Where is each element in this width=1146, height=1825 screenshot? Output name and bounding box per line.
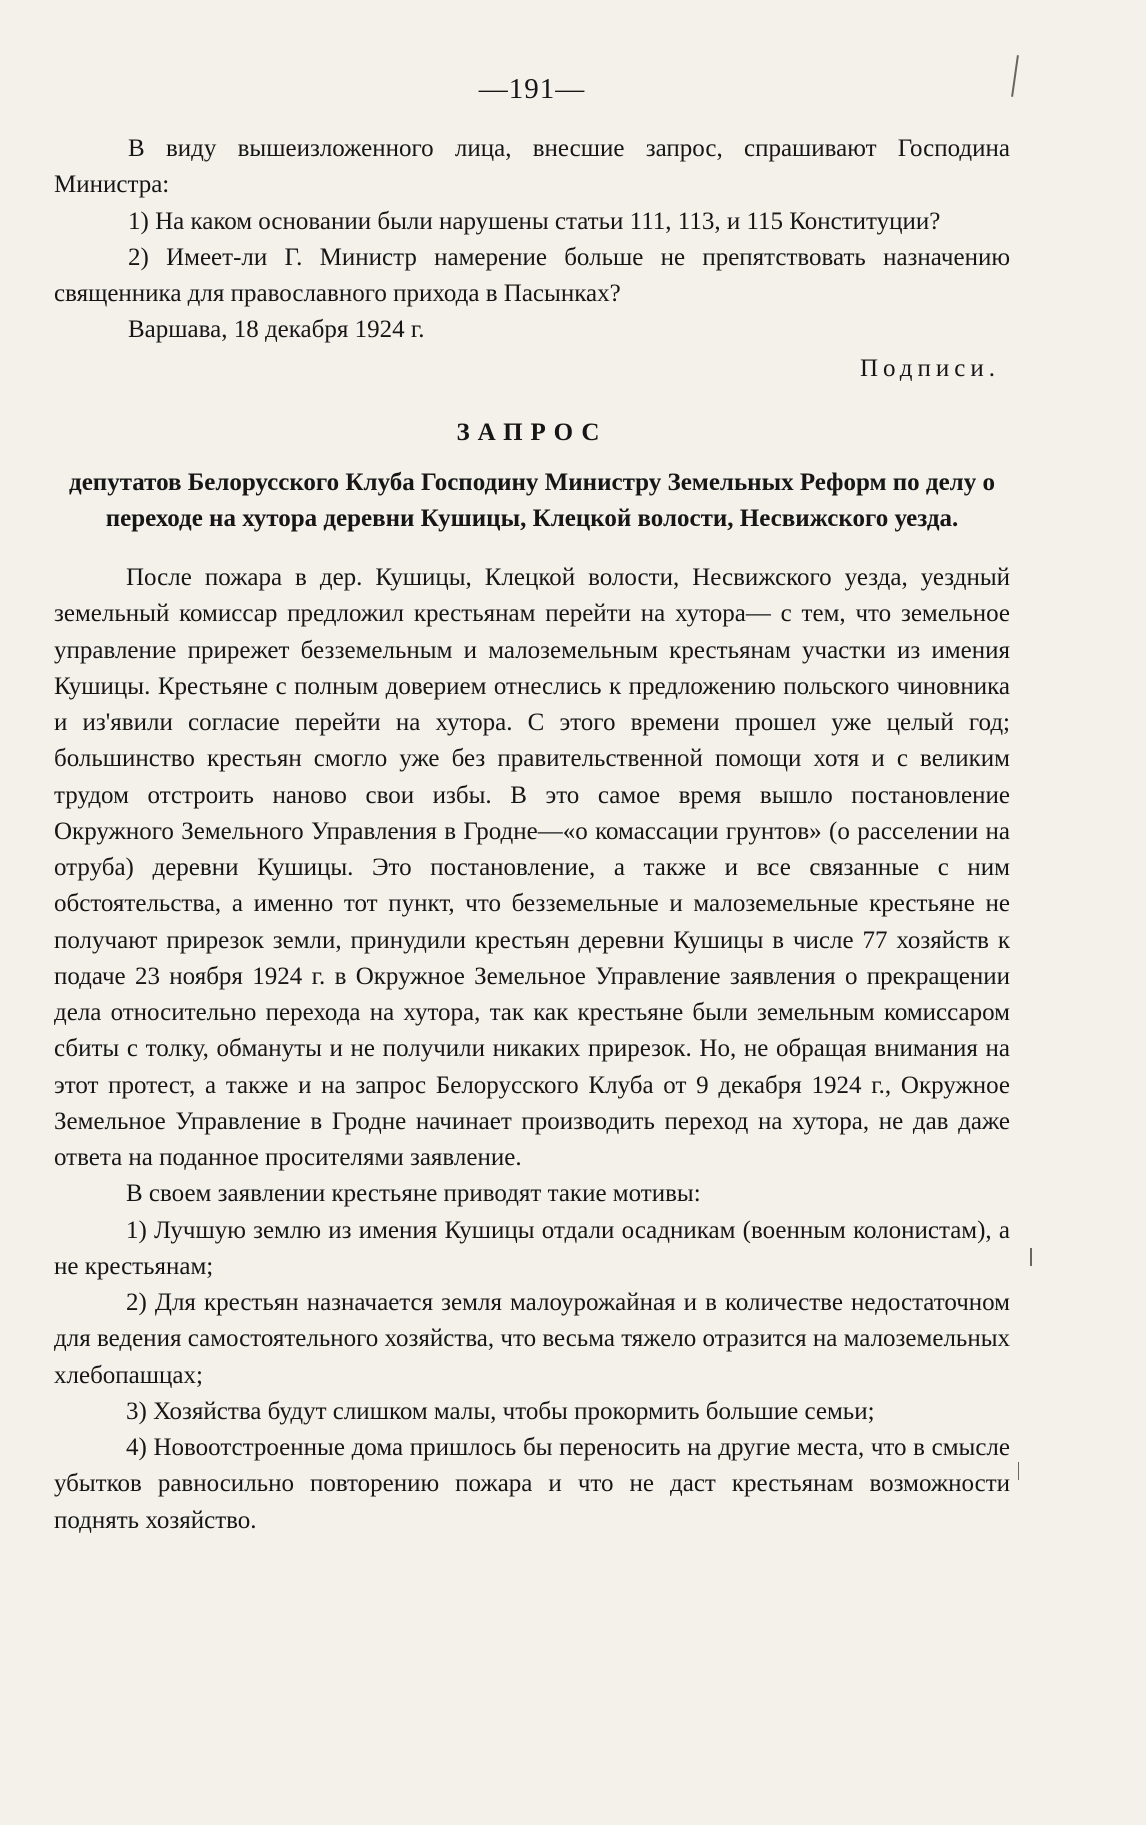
- signatures: Подписи.: [859, 354, 1000, 382]
- opening-paragraph: В виду вышеизложенного лица, внесшие запрос, спрашивают Господина Министра:: [54, 135, 1010, 199]
- motive-3: 3) Хозяйства будут слишком малы, чтобы прокормить большие семьи;: [126, 1397, 875, 1425]
- page-mark: [1018, 1462, 1019, 1480]
- main-paragraph: После пожара в дер. Кушицы, Клецкой волости, Несвижского уезда, уездный земельный комиссар предложил крестьянам перейти на хутора— с тем, что земельное управление прирежет безземельным и малоземельным крестьянам участки из имения Кушицы. Крестьяне с полным доверием отнеслись к предложению польского чиновника и из'явили согласие перейти на хутора. С этого времени прошел уже целый год; большинство крестьян смогло уже без правительственной помощи хотя и с великим трудом отстроить наново свои избы. В это самое время вышло постановление Окружного Земельного Управления в Гродне—«о комассации грунтов» (о расселении на отруба) деревни Кушицы. Это постановление, а также и все связанные с ним обстоятельства, а именно тот пункт, что безземельные и малоземельные крестьяне не получают прирезок земли, принудили крестьян деревни Кушицы в числе 77 хозяйств к подаче 23 ноября 1924 г. в Окружное Земельное Управление заявления о прекращении дела относительно перехода на хутора, так как крестьяне были земельным комиссаром сбиты с толку, обмануты и не получили никаких прирезок. Но, не обращая внимания на этот протест, а также и на запрос Белорусского Клуба от 9 декабря 1924 г., Окружное Земельное Управление в Гродне начинает производить переход на хутора, не дав даже ответа на поданное просителями заявление.: [54, 564, 1010, 1172]
- opening-question-2: 2) Имеет-ли Г. Министр намерение больше не препятствовать назначению священника для православного прихода в Пасынках?: [54, 243, 1010, 308]
- document-page: [54, 68, 1010, 1539]
- request-title: ЗАПРОС: [456, 418, 608, 446]
- request-subtitle: депутатов Белорусского Клуба Господину Министру Земельных Реформ по делу о переходе на хутора деревни Кушицы, Клецкой волости, Несвижского уезда.: [69, 469, 995, 532]
- page-mark: [1011, 55, 1019, 97]
- page-mark: [1030, 1248, 1032, 1266]
- motive-4: 4) Новоотстроенные дома пришлось бы переносить на другие места, что в смысле убытков равносильно повторению пожара и что не даст крестьянам возможности поднять хозяйство.: [54, 1434, 1010, 1534]
- page-number: —191—: [478, 73, 586, 105]
- opening-question-1: 1) На каком основании были нарушены статьи 111, 113, и 115 Конституции?: [128, 207, 941, 235]
- motives-intro: В своем заявлении крестьяне приводят такие мотивы:: [126, 1180, 701, 1208]
- place-and-date: Варшава, 18 декабря 1924 г.: [128, 316, 425, 344]
- motive-2: 2) Для крестьян назначается земля малоурожайная и в количестве недостаточном для ведения самостоятельного хозяйства, что весьма тяжело отразится на малоземельных хлебопашцах;: [54, 1289, 1010, 1389]
- motive-1: 1) Лучшую землю из имения Кушицы отдали осадникам (военным колонистам), а не крестьянам;: [54, 1216, 1010, 1280]
